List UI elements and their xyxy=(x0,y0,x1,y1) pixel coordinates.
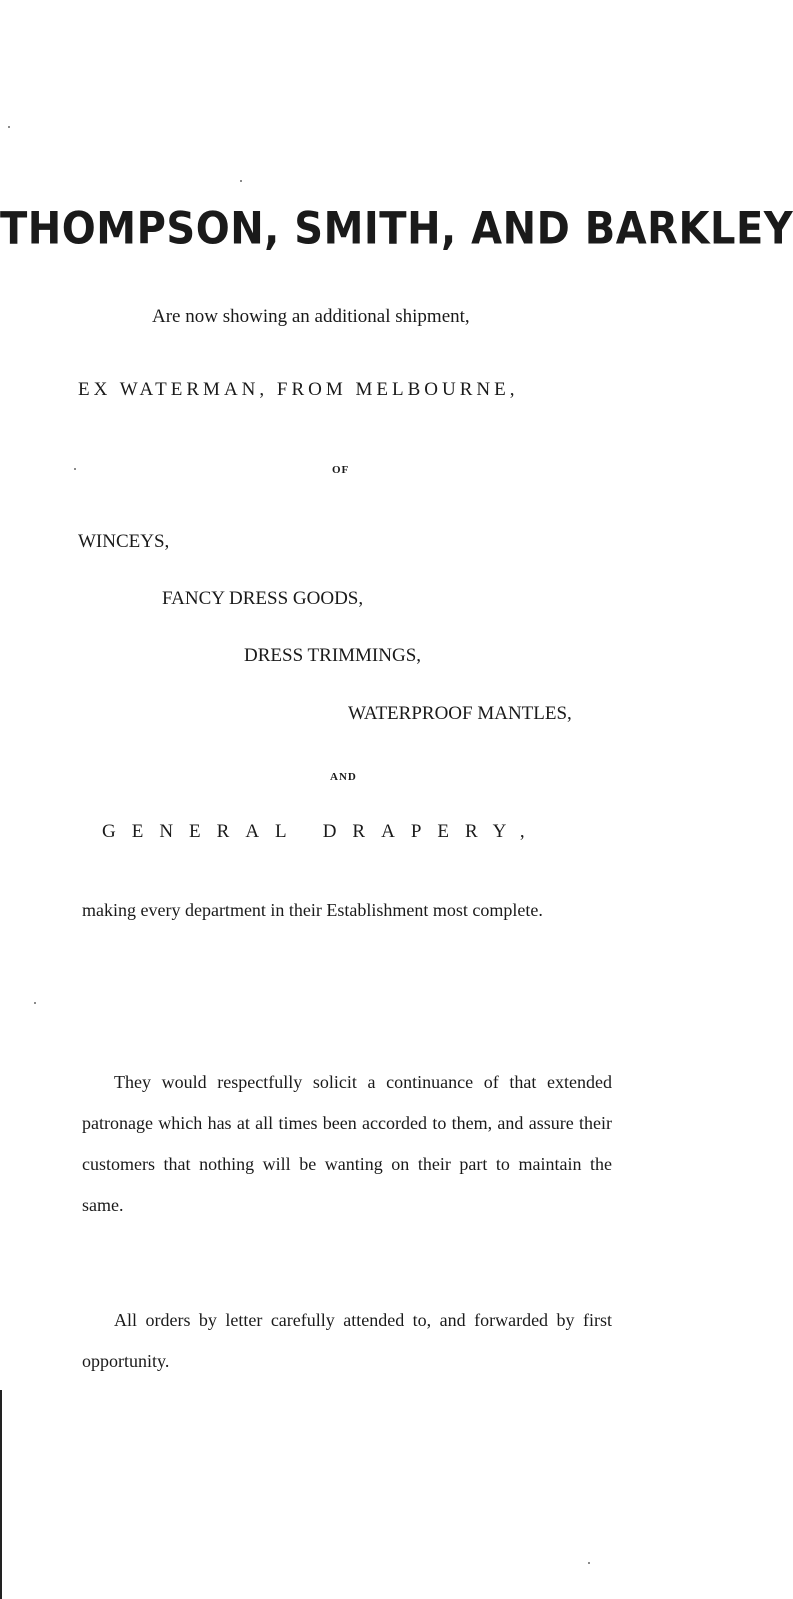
solicit-paragraph: They would respectfully solicit a continuance of that extended patronage which has at all times been accorded to them, and assure their customers that nothing will be wanting on their part to maintain the same. xyxy=(82,1072,612,1215)
scan-speck xyxy=(588,1562,590,1564)
scan-speck xyxy=(8,126,10,128)
and-connector: AND xyxy=(330,771,357,783)
completion-paragraph: making every department in their Establishment most complete. xyxy=(82,900,543,920)
intro-line: Are now showing an additional shipment, xyxy=(152,306,470,327)
of-connector: OF xyxy=(332,464,350,476)
scan-speck xyxy=(74,468,76,470)
goods-item-winceys: WINCEYS, xyxy=(78,531,170,552)
scan-edge-line xyxy=(0,1390,2,1599)
scan-speck xyxy=(34,1002,36,1004)
firm-name-heading: THOMPSON, SMITH, AND BARKLEY xyxy=(0,203,793,255)
goods-item-mantles: WATERPROOF MANTLES, xyxy=(348,703,572,724)
vessel-line: EX WATERMAN, FROM MELBOURNE, xyxy=(78,379,519,400)
scan-speck xyxy=(240,180,242,182)
orders-paragraph: All orders by letter carefully attended to, and forwarded by first opportunity. xyxy=(82,1310,612,1371)
general-drapery-line: GENERAL DRAPERY, xyxy=(102,821,541,842)
goods-item-trimmings: DRESS TRIMMINGS, xyxy=(244,645,422,666)
goods-item-fancy-dress: FANCY DRESS GOODS, xyxy=(162,588,364,609)
